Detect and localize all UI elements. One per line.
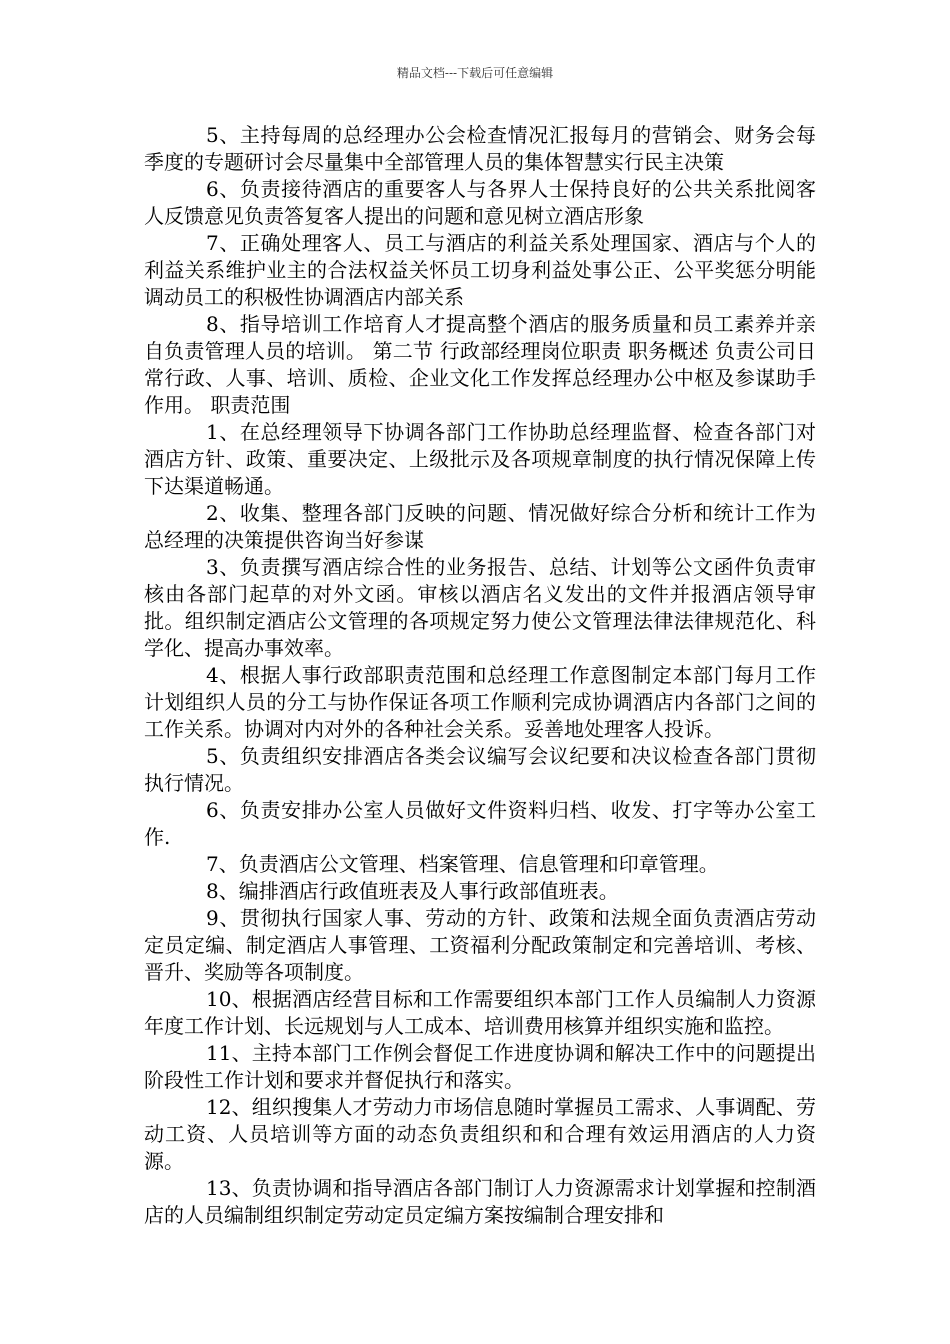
paragraph-5: 1、在总经理领导下协调各部门工作协助总经理监督、检查各部门对酒店方针、政策、重要决定、上级批示及各项规章制度的执行情况保障上传下达渠道畅通。 [144, 420, 816, 498]
paragraph-9: 5、负责组织安排酒店各类会议编写会议纪要和决议检查各部门贯彻执行情况。 [144, 744, 816, 795]
paragraph-8: 4、根据人事行政部职责范围和总经理工作意图制定本部门每月工作计划组织人员的分工与协作保证各项工作顺利完成协调酒店内各部门之间的工作关系。协调对内对外的各种社会关系。妥善地处理客人投诉。 [144, 663, 816, 741]
paragraph-13: 9、贯彻执行国家人事、劳动的方针、政策和法规全面负责酒店劳动定员定编、制定酒店人事管理、工资福利分配政策制定和完善培训、考核、晋升、奖励等各项制度。 [144, 906, 816, 984]
paragraph-3: 7、正确处理客人、员工与酒店的利益关系处理国家、酒店与个人的利益关系维护业主的合法权益关怀员工切身利益处事公正、公平奖惩分明能调动员工的积极性协调酒店内部关系 [144, 231, 816, 309]
paragraph-6: 2、收集、整理各部门反映的问题、情况做好综合分析和统计工作为总经理的决策提供咨询当好参谋 [144, 501, 816, 552]
paragraph-10: 6、负责安排办公室人员做好文件资料归档、收发、打字等办公室工作. [144, 798, 816, 849]
paragraph-7: 3、负责撰写酒店综合性的业务报告、总结、计划等公文函件负责审核由各部门起草的对外文函。审核以酒店名义发出的文件并报酒店领导审批。组织制定酒店公文管理的各项规定努力使公文管理法律法律规范化、科学化、提高办事效率。 [144, 555, 816, 660]
paragraph-15: 11、主持本部门工作例会督促工作进度协调和解决工作中的问题提出阶段性工作计划和要求并督促执行和落实。 [144, 1041, 816, 1092]
paragraph-12: 8、编排酒店行政值班表及人事行政部值班表。 [206, 879, 619, 903]
paragraph-16: 12、组织搜集人才劳动力市场信息随时掌握员工需求、人事调配、劳动工资、人员培训等方面的动态负责组织和和合理有效运用酒店的人力资源。 [144, 1095, 816, 1173]
paragraph-2: 6、负责接待酒店的重要客人与各界人士保持良好的公共关系批阅客人反馈意见负责答复客人提出的问题和意见树立酒店形象 [144, 177, 816, 228]
paragraph-1: 5、主持每周的总经理办公会检查情况汇报每月的营销会、财务会每季度的专题研讨会尽量集中全部管理人员的集体智慧实行民主决策 [144, 123, 816, 174]
paragraph-14: 10、根据酒店经营目标和工作需要组织本部门工作人员编制人力资源年度工作计划、长远规划与人工成本、培训费用核算并组织实施和监控。 [144, 987, 816, 1038]
paragraph-17: 13、负责协调和指导酒店各部门制订人力资源需求计划掌握和控制酒店的人员编制组织制定劳动定员定编方案按编制合理安排和 [144, 1176, 816, 1227]
paragraph-4: 8、指导培训工作培育人才提高整个酒店的服务质量和员工素养并亲自负责管理人员的培训。 第二节 行政部经理岗位职责 职务概述 负责公司日常行政、人事、培训、质检、企业文化工作发挥总经理办公中枢及参谋助手作用。 职责范围 [144, 312, 816, 417]
page-header: 精品文档---下载后可任意编辑 [396, 66, 554, 80]
document-body [144, 122, 816, 1229]
paragraph-11: 7、负责酒店公文管理、档案管理、信息管理和印章管理。 [206, 852, 719, 876]
